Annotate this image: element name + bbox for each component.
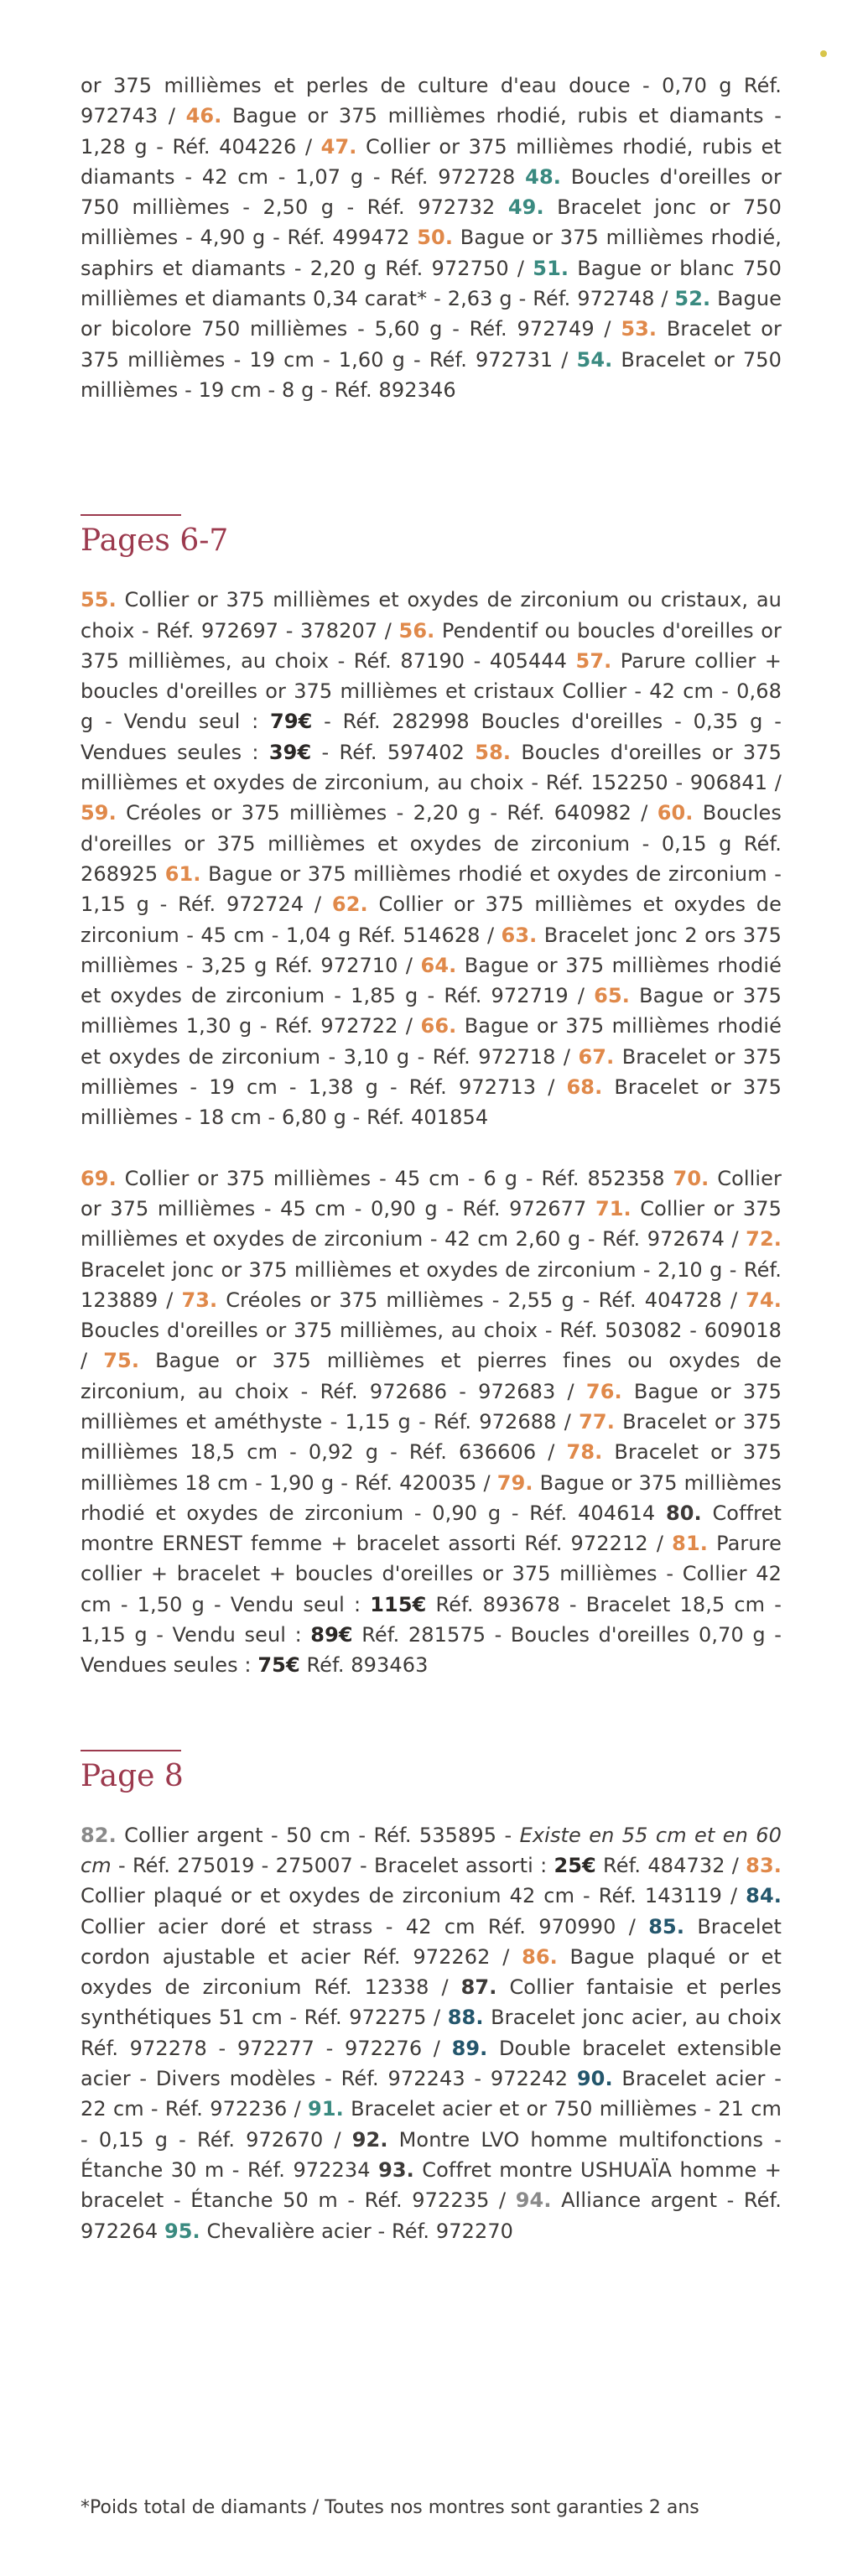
item-number-52: 52. xyxy=(674,287,711,311)
item-number-86: 86. xyxy=(522,1944,558,1969)
item-text-93: Coffret montre USHUAÏA homme + bracelet - Étanche 50 m - Réf. 972235 / xyxy=(81,2157,782,2213)
item-number-71: 71. xyxy=(595,1196,632,1220)
item-number-93: 93. xyxy=(378,2157,414,2182)
item-text-78: Bracelet or 375 millièmes 18 cm - 1,90 g - Réf. 420035 / xyxy=(81,1440,782,1495)
section-paragraph xyxy=(81,1163,782,1681)
item-number-75: 75. xyxy=(103,1349,140,1373)
item-number-94: 94. xyxy=(515,2188,552,2213)
item-number-58: 58. xyxy=(475,740,512,764)
item-number-88: 88. xyxy=(447,2006,484,2030)
item-text-71: Collier or 375 millièmes et oxydes de zirconium - 42 cm 2,60 g - Réf. 972674 / xyxy=(81,1196,782,1252)
item-text: or 375 millièmes et perles de culture d'eau douce - 0,70 g Réf. 972743 / xyxy=(81,74,782,128)
item-text-57: - Réf. 597402 xyxy=(311,740,476,764)
item-text-77: Bracelet or 375 millièmes 18,5 cm - 0,92 g - Réf. 636606 / xyxy=(81,1409,782,1465)
item-number-65: 65. xyxy=(594,984,630,1008)
item-number-73: 73. xyxy=(181,1288,218,1312)
section-rule xyxy=(81,514,181,516)
item-text-87: Collier fantaisie et perles synthétiques 51 cm - Réf. 972275 / xyxy=(81,1975,782,2030)
item-text-46: Bague or 375 millièmes rhodié, rubis et diamants - 1,28 g - Réf. 404226 / xyxy=(81,104,782,159)
item-number-62: 62. xyxy=(331,892,368,917)
item-number-91: 91. xyxy=(308,2097,344,2121)
price: 25€ xyxy=(554,1853,596,1877)
item-text-73: Créoles or 375 millièmes - 2,55 g - Réf. 404728 / xyxy=(217,1288,746,1312)
item-text-58: Boucles d'oreilles or 375 millièmes et oxydes de zirconium, au choix - Réf. 152250 - 906841 / xyxy=(81,740,782,795)
item-text-64: Bague or 375 millièmes rhodié et oxydes de zirconium - 1,85 g - Réf. 972719 / xyxy=(81,953,782,1008)
item-text-72: Bracelet jonc or 375 millièmes et oxydes de zirconium - 2,10 g - Réf. 123889 / xyxy=(81,1257,782,1312)
item-number-46: 46. xyxy=(185,104,222,128)
item-number-68: 68. xyxy=(566,1075,603,1100)
item-number-57: 57. xyxy=(575,648,612,673)
item-number-51: 51. xyxy=(533,256,569,280)
item-number-53: 53. xyxy=(621,317,657,341)
item-text-49: Bracelet jonc or 750 millièmes - 4,90 g - Réf. 499472 xyxy=(81,195,782,250)
item-number-72: 72. xyxy=(746,1227,782,1252)
item-text-79: Bague or 375 millièmes rhodié et oxydes de zirconium - 0,90 g - Réf. 404614 xyxy=(81,1470,782,1525)
item-number-69: 69. xyxy=(81,1166,117,1190)
item-text-86: Bague plaqué or et oxydes de zirconium Réf. 12338 / xyxy=(81,1944,782,2000)
footnote: *Poids total de diamants / Toutes nos montres sont garanties 2 ans xyxy=(81,2497,699,2518)
item-number-59: 59. xyxy=(81,801,117,825)
item-number-50: 50. xyxy=(417,226,454,250)
item-text-80: Coffret montre ERNEST femme + bracelet assorti Réf. 972212 / xyxy=(81,1501,782,1556)
item-number-60: 60. xyxy=(657,801,694,825)
item-text-55: Collier or 375 millièmes et oxydes de zirconium ou cristaux, au choix - Réf. 972697 - 378207 / xyxy=(81,588,782,643)
section-pages-6-7 xyxy=(81,514,782,1680)
item-text-47: Collier or 375 millièmes rhodié, rubis et diamants - 42 cm - 1,07 g - Réf. 972728 xyxy=(81,134,782,189)
corner-dot-mark xyxy=(820,50,827,57)
item-note-82: Existe en 55 cm et en 60 cm xyxy=(81,1823,782,1877)
price: 39€ xyxy=(268,740,312,764)
item-text-82: Collier argent - 50 cm - Réf. 535895 - xyxy=(116,1823,520,1847)
item-number-78: 78. xyxy=(566,1440,603,1465)
item-number-64: 64. xyxy=(420,953,457,977)
item-text-95: Chevalière acier - Réf. 972270 xyxy=(200,2219,514,2243)
item-text-68: Bracelet or 375 millièmes - 18 cm - 6,80 g - Réf. 401854 xyxy=(81,1075,782,1130)
item-number-74: 74. xyxy=(746,1288,782,1312)
item-text-85: Bracelet cordon ajustable et acier Réf. 972262 / xyxy=(81,1914,782,1969)
intro-paragraph xyxy=(81,70,782,405)
item-text-69: Collier or 375 millièmes - 45 cm - 6 g - Réf. 852358 xyxy=(116,1166,673,1190)
section-paragraph xyxy=(81,1820,782,2246)
item-number-81: 81. xyxy=(672,1532,708,1556)
item-text-90: Bracelet acier - 22 cm - Réf. 972236 / xyxy=(81,2067,782,2121)
price: 115€ xyxy=(370,1592,427,1616)
item-text-56: Pendentif ou boucles d'oreilles or 375 millièmes, au choix - Réf. 87190 - 405444 xyxy=(81,618,782,673)
item-number-76: 76. xyxy=(585,1379,622,1403)
item-number-89: 89. xyxy=(451,2036,488,2060)
price: 89€ xyxy=(310,1623,353,1647)
item-number-92: 92. xyxy=(351,2127,388,2152)
item-text-76: Bague or 375 millièmes et améthyste - 1,15 g - Réf. 972688 / xyxy=(81,1379,782,1434)
section-page-8 xyxy=(81,1750,782,2246)
item-number-87: 87. xyxy=(460,1975,497,2000)
item-text-88: Bracelet jonc acier, au choix Réf. 972278 - 972277 - 972276 / xyxy=(81,2006,782,2060)
item-text-59: Créoles or 375 millièmes - 2,20 g - Réf. 640982 / xyxy=(116,801,657,825)
item-text-83: Collier plaqué or et oxydes de zirconium 42 cm - Réf. 143119 / xyxy=(81,1884,746,1908)
item-number-55: 55. xyxy=(81,588,117,612)
item-text-81: Réf. 893678 - Bracelet 18,5 cm - 1,15 g - Vendu seul : xyxy=(81,1592,782,1647)
item-number-95: 95. xyxy=(164,2219,200,2243)
item-number-47: 47. xyxy=(320,134,357,159)
item-text-54: Bracelet or 750 millièmes - 19 cm - 8 g - Réf. 892346 xyxy=(81,347,782,402)
item-text-81: Réf. 281575 - Boucles d'oreilles 0,70 g - Vendues seules : xyxy=(81,1623,782,1678)
item-number-83: 83. xyxy=(746,1853,782,1877)
catalog-legend-page xyxy=(81,70,782,2246)
section-title: Page 8 xyxy=(81,1758,184,1793)
item-text-53: Bracelet or 375 millièmes - 19 cm - 1,60 g - Réf. 972731 / xyxy=(81,317,782,372)
item-number-61: 61. xyxy=(164,861,201,886)
item-text-60: Boucles d'oreilles or 375 millièmes et oxydes de zirconium - 0,15 g Réf. 268925 xyxy=(81,801,782,886)
item-number-77: 77. xyxy=(579,1409,615,1434)
item-text-82: Réf. 484732 / xyxy=(595,1853,746,1877)
item-number-56: 56. xyxy=(398,618,435,643)
item-number-79: 79. xyxy=(496,1470,533,1495)
item-text-84: Collier acier doré et strass - 42 cm Réf. 970990 / xyxy=(81,1914,649,1939)
section-title: Pages 6-7 xyxy=(81,523,229,559)
item-text-66: Bague or 375 millièmes rhodié et oxydes de zirconium - 3,10 g - Réf. 972718 / xyxy=(81,1014,782,1069)
item-number-54: 54. xyxy=(576,347,613,372)
item-text-48: Boucles d'oreilles or 750 millièmes - 2,50 g - Réf. 972732 xyxy=(81,164,782,220)
item-text-65: Bague or 375 millièmes 1,30 g - Réf. 972722 / xyxy=(81,984,782,1038)
item-text-75: Bague or 375 millièmes et pierres fines ou oxydes de zirconium, au choix - Réf. 972686 - 972683 / xyxy=(81,1349,782,1403)
item-text-62: Collier or 375 millièmes et oxydes de zirconium - 45 cm - 1,04 g Réf. 514628 / xyxy=(81,892,782,947)
item-number-82: 82. xyxy=(81,1823,117,1847)
price: 75€ xyxy=(257,1653,300,1678)
item-text-51: Bague or blanc 750 millièmes et diamants 0,34 carat* - 2,63 g - Réf. 972748 / xyxy=(81,256,782,311)
item-text-81: Réf. 893463 xyxy=(299,1653,429,1678)
item-number-84: 84. xyxy=(746,1884,782,1908)
section-paragraph xyxy=(81,585,782,1132)
item-text-63: Bracelet jonc 2 ors 375 millièmes - 3,25 g Réf. 972710 / xyxy=(81,923,782,977)
section-rule xyxy=(81,1750,181,1751)
item-text-81: Parure collier + bracelet + boucles d'oreilles or 375 millièmes - Collier 42 cm - 1,50 g - Vendu seul : xyxy=(81,1532,782,1616)
item-number-48: 48. xyxy=(525,164,561,189)
item-text-74: Boucles d'oreilles or 375 millièmes, au choix - Réf. 503082 - 609018 / xyxy=(81,1319,782,1373)
item-number-66: 66. xyxy=(420,1014,457,1038)
item-text-91: Bracelet acier et or 750 millièmes - 21 cm - 0,15 g - Réf. 972670 / xyxy=(81,2097,782,2152)
item-text-92: Montre LVO homme multifonctions - Étanche 30 m - Réf. 972234 xyxy=(81,2127,782,2182)
price: 79€ xyxy=(270,710,313,734)
item-number-80: 80. xyxy=(665,1501,702,1525)
item-text-61: Bague or 375 millièmes rhodié et oxydes de zirconium - 1,15 g - Réf. 972724 / xyxy=(81,861,782,917)
item-text-50: Bague or 375 millièmes rhodié, saphirs et diamants - 2,20 g Réf. 972750 / xyxy=(81,226,782,280)
item-text-94: Alliance argent - Réf. 972264 xyxy=(81,2188,782,2243)
item-number-49: 49. xyxy=(507,195,544,220)
item-text-52: Bague or bicolore 750 millièmes - 5,60 g - Réf. 972749 / xyxy=(81,287,782,341)
item-number-90: 90. xyxy=(576,2067,613,2091)
item-text-70: Collier or 375 millièmes - 45 cm - 0,90 g - Réf. 972677 xyxy=(81,1166,782,1220)
item-text-82: - Réf. 275019 - 275007 - Bracelet assorti : xyxy=(111,1853,554,1877)
item-number-70: 70. xyxy=(673,1166,709,1190)
item-text-89: Double bracelet extensible acier - Divers modèles - Réf. 972243 - 972242 xyxy=(81,2036,782,2091)
item-number-63: 63. xyxy=(501,923,538,947)
item-number-85: 85. xyxy=(648,1914,685,1939)
item-text-57: - Réf. 282998 Boucles d'oreilles - 0,35 g - Vendues seules : xyxy=(81,710,782,764)
item-number-67: 67. xyxy=(578,1044,615,1069)
item-text-57: Parure collier + boucles d'oreilles or 375 millièmes et cristaux Collier - 42 cm - 0,68 g - Vendu seul : xyxy=(81,648,782,734)
item-text-67: Bracelet or 375 millièmes - 19 cm - 1,38 g - Réf. 972713 / xyxy=(81,1044,782,1100)
